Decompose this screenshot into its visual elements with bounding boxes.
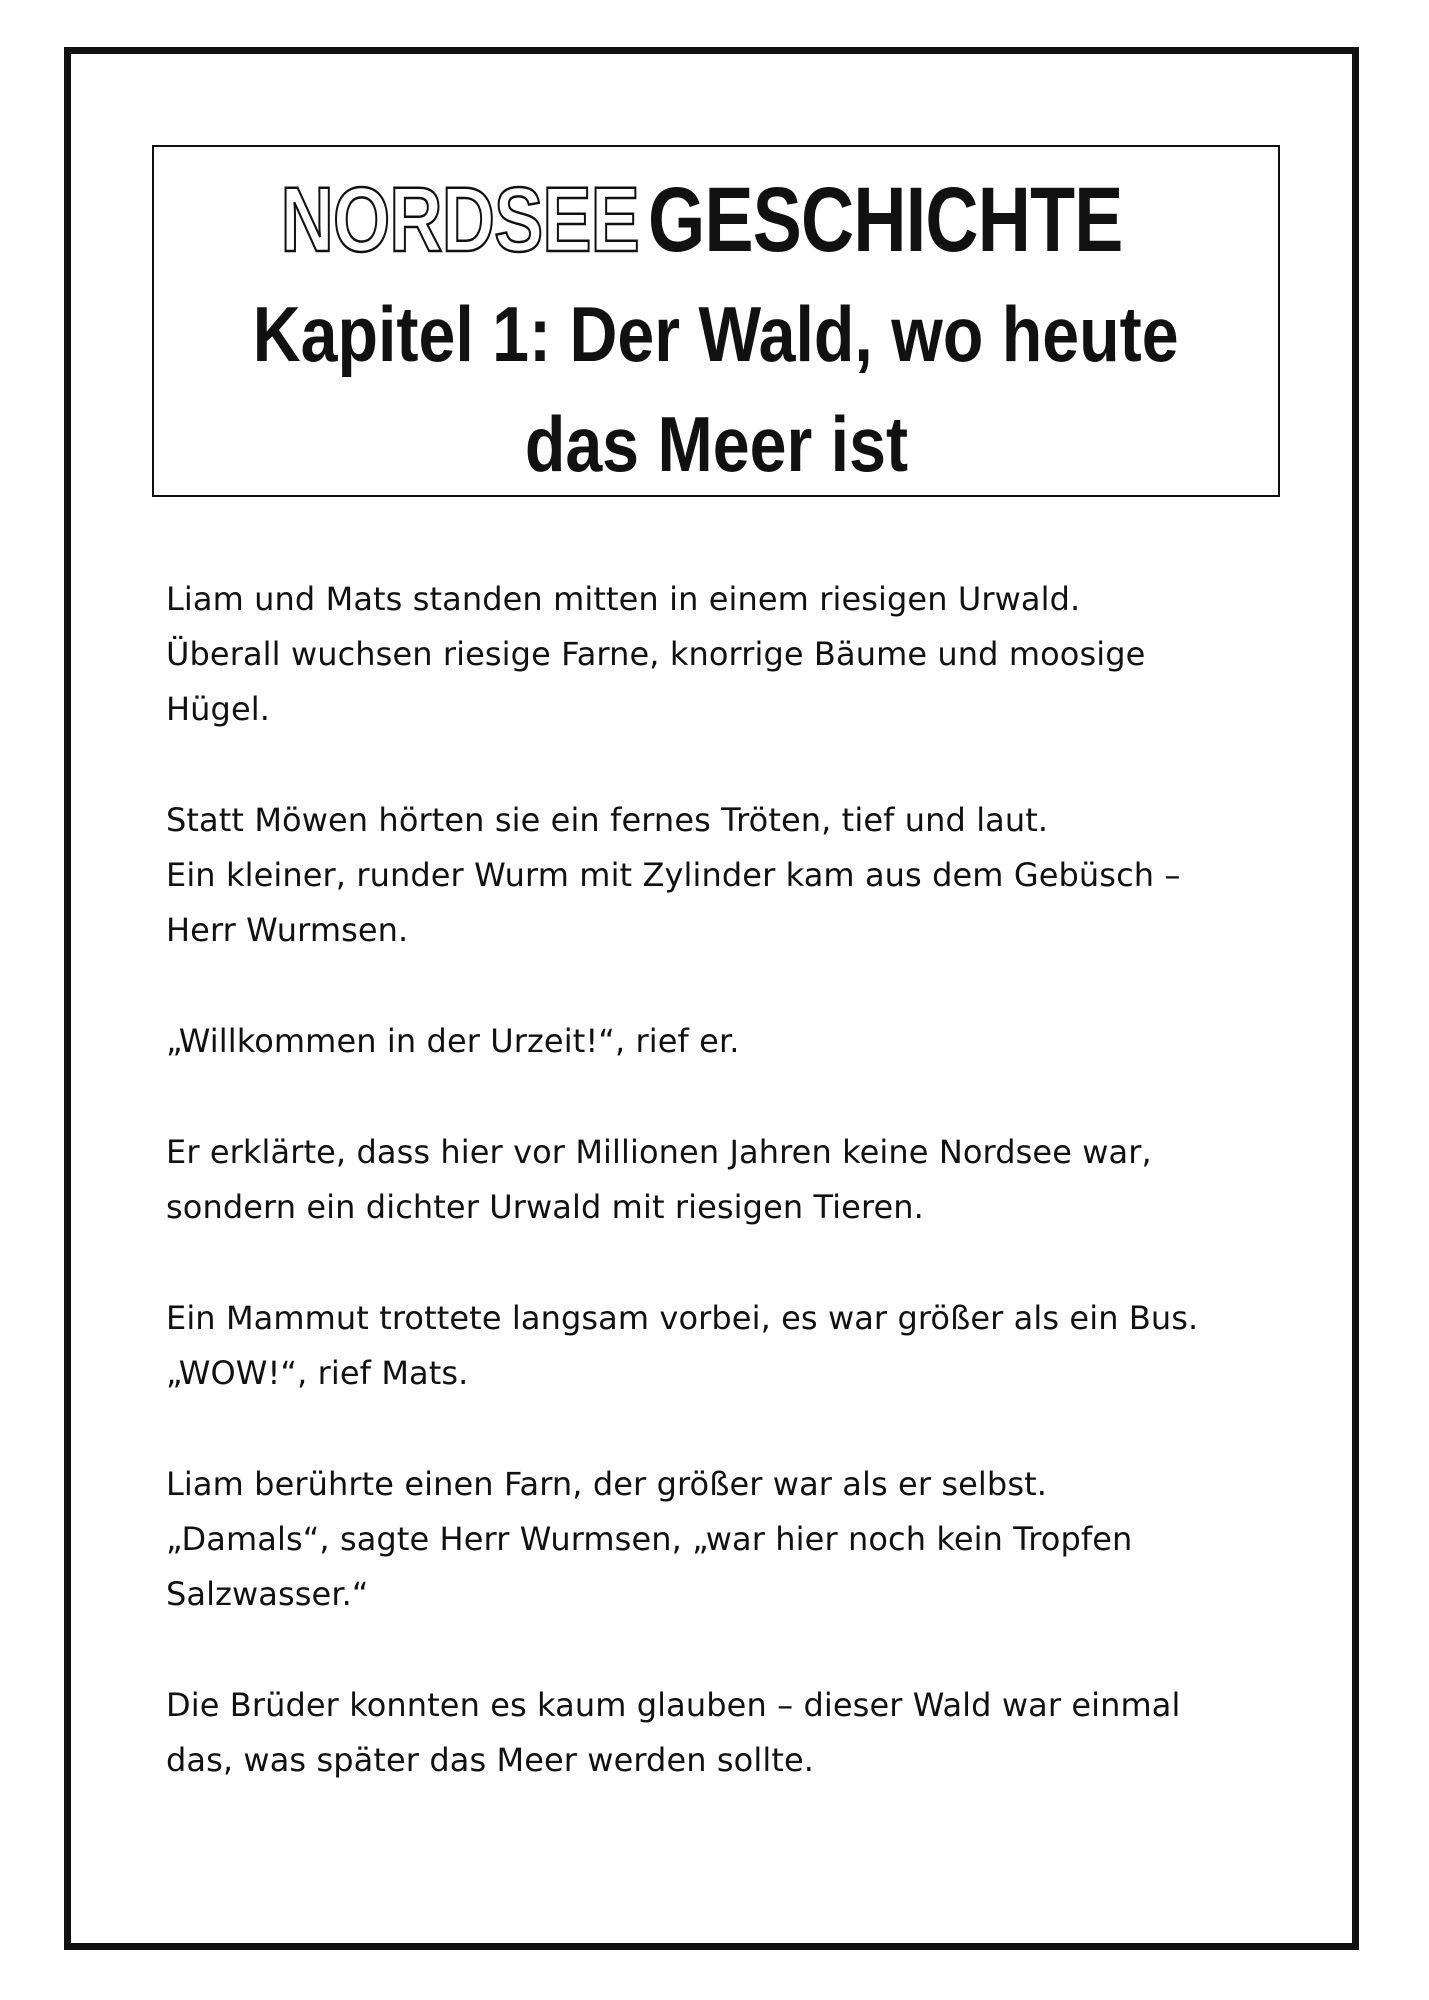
- title-box: [152, 145, 1280, 497]
- story-paragraph: [166, 793, 1306, 958]
- story-line: „Willkommen in der Urzeit!“, rief er.: [166, 1022, 740, 1060]
- story-paragraph: [166, 1291, 1306, 1401]
- story-paragraph: [166, 1678, 1306, 1788]
- story-line: Herr Wurmsen.: [166, 911, 409, 949]
- story-paragraph: [166, 1125, 1306, 1235]
- story-line: Er erklärte, dass hier vor Millionen Jahren keine Nordsee war,: [166, 1133, 1152, 1171]
- chapter-title-line-2: das Meer ist: [524, 400, 908, 488]
- title-solid-word: GESCHICHTE: [647, 169, 1123, 271]
- story-line: sondern ein dichter Urwald mit riesigen Tieren.: [166, 1188, 924, 1226]
- story-line: Überall wuchsen riesige Farne, knorrige Bäume und moosige: [166, 635, 1146, 673]
- title-outline-word: NORDSEE: [280, 169, 640, 271]
- story-line: Hügel.: [166, 690, 271, 728]
- story-line: „WOW!“, rief Mats.: [166, 1354, 469, 1392]
- story-line: Die Brüder konnten es kaum glauben – dieser Wald war einmal: [166, 1686, 1181, 1724]
- story-line: Ein kleiner, runder Wurm mit Zylinder kam aus dem Gebüsch –: [166, 856, 1181, 894]
- story-line: Ein Mammut trottete langsam vorbei, es war größer als ein Bus.: [166, 1299, 1199, 1337]
- page-title: [154, 165, 1278, 275]
- story-paragraph: [166, 572, 1306, 737]
- story-paragraph: [166, 1014, 1306, 1069]
- story-line: Liam und Mats standen mitten in einem riesigen Urwald.: [166, 580, 1081, 618]
- story-line: Liam berührte einen Farn, der größer war als er selbst.: [166, 1465, 1048, 1503]
- chapter-title: [154, 279, 1278, 499]
- story-line: Statt Möwen hörten sie ein fernes Tröten, tief und laut.: [166, 801, 1049, 839]
- story-line: das, was später das Meer werden sollte.: [166, 1741, 815, 1779]
- story-line: Salzwasser.“: [166, 1575, 369, 1613]
- story-line: „Damals“, sagte Herr Wurmsen, „war hier noch kein Tropfen: [166, 1520, 1133, 1558]
- story-text: [166, 572, 1306, 1844]
- story-paragraph: [166, 1457, 1306, 1622]
- chapter-title-line-1: Kapitel 1: Der Wald, wo heute: [253, 290, 1179, 378]
